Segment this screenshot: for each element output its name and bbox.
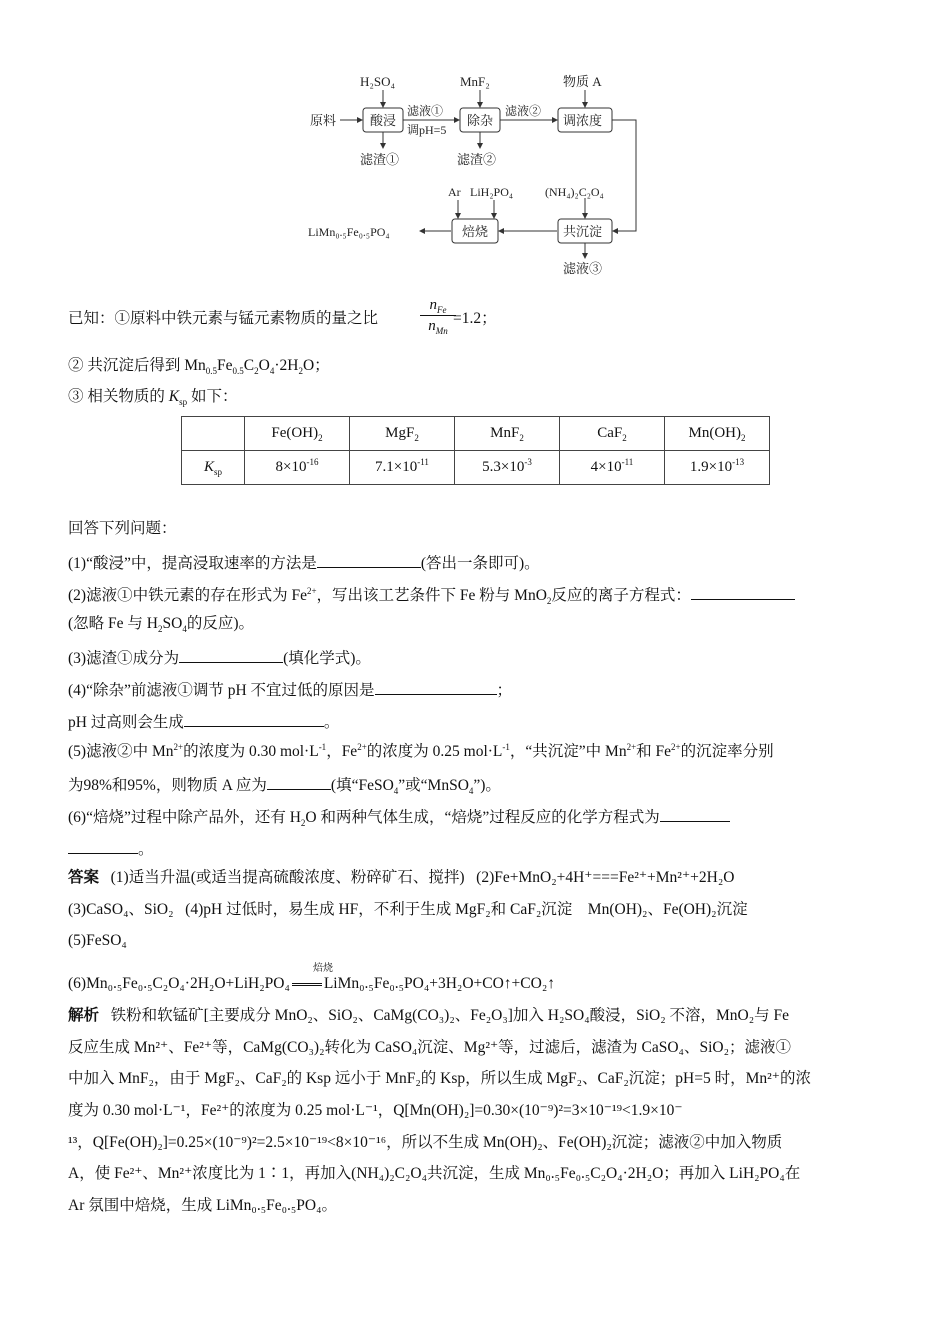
question-3: (3)滤渣①成分为 (填化学式)。: [68, 645, 371, 670]
ksp-header: $Mn(OH)_2$: [665, 417, 770, 451]
h2so4-label: H₂SO₄: [360, 74, 396, 89]
question-2: (2)滤液①中铁元素的存在形式为 $Fe^{2+}$，写出该工艺条件下 Fe 粉与 MnO$_2$反应的离子方程式：: [68, 582, 795, 607]
ksp-header: $Fe(OH)_2$: [245, 417, 350, 451]
known-1: 已知：①原料中铁元素与锰元素物质的量之比: [68, 310, 379, 327]
answer-line-3: (5)FeSO₄: [68, 932, 127, 949]
answer-blank[interactable]: [68, 836, 138, 854]
analysis-line-1: 解析 铁粉和软锰矿[主要成分 MnO₂、SiO₂、CaMg(CO₃)₂、Fe₂O₃]加入 H₂SO₄酸浸，SiO₂ 不溶，MnO₂与 Fe: [68, 1007, 790, 1024]
adjust-conc-label: 调浓度: [563, 113, 603, 128]
analysis-line-4: 度为 0.30 mol·L⁻¹，Fe²⁺的浓度为 0.25 mol·L⁻¹，Q[Mn(OH)₂]=0.30×(10⁻⁹)²=3×10⁻¹⁹<1.9×10⁻: [68, 1102, 683, 1119]
question-5-cont: 为98%和95%，则物质 A 应为 (填“FeSO$_4$”或“MnSO$_4$”)。: [68, 772, 501, 797]
known-1-tail: =1.2；: [453, 310, 497, 327]
question-2-cont: (忽略 Fe 与 $H_2SO_4$的反应)。: [68, 615, 254, 635]
question-1: (1)“酸浸”中，提高浸取速率的方法是 (答出一条即可)。: [68, 550, 540, 575]
analysis-line-5: ¹³，Q[Fe(OH)₂]=0.25×(10⁻⁹)²=2.5×10⁻¹⁹<8×10⁻¹⁶，所以不生成 Mn(OH)₂、Fe(OH)₂沉淀；滤液②中加入物质: [68, 1134, 783, 1151]
question-4: (4)“除杂”前滤液①调节 pH 不宜过低的原因是 ；: [68, 677, 512, 702]
answer-blank[interactable]: [660, 804, 730, 822]
question-6-cont: 。: [68, 836, 154, 861]
analysis-line-2: 反应生成 Mn²⁺、Fe²⁺等，CaMg(CO₃)₂转化为 CaSO₄沉淀、Mg²⁺等，过滤后，滤渣为 CaSO₄、SiO₂；滤液①: [68, 1039, 791, 1056]
coprecipitate-label: 共沉淀: [563, 224, 603, 239]
answer-line-2: (3)CaSO₄、SiO₂ (4)pH 过低时，易生成 HF，不利于生成 MgF₂和 CaF₂沉淀 Mn(OH)₂、Fe(OH)₂沉淀: [68, 901, 748, 918]
mnf2-label: MnF₂: [460, 74, 490, 89]
roast-condition: 焙烧: [313, 963, 333, 974]
ksp-table: [181, 416, 770, 485]
questions-intro: 回答下列问题：: [68, 520, 177, 537]
process-flow-diagram: [300, 68, 650, 283]
adjust-ph-label: 调pH=5: [407, 123, 447, 137]
ksp-cell: $4\times 10^{-11}$: [560, 451, 665, 485]
remove-impurity-label: 除杂: [467, 113, 494, 128]
question-6: (6)“焙烧”过程中除产品外，还有 $H_2O$ 和两种气体生成，“焙烧”过程反应的化学方程式为: [68, 804, 730, 829]
filtrate1-label: 滤液①: [407, 104, 444, 118]
substance-a-label: 物质 A: [563, 74, 602, 89]
answer-blank[interactable]: [267, 772, 331, 790]
ksp-cell: $8\times 10^{-16}$: [245, 451, 350, 485]
acid-leach-label: 酸浸: [370, 113, 397, 128]
answer-line-4: (6)Mn₀.₅Fe₀.₅C₂O₄·2H₂O+LiH₂PO₄ LiMn₀.₅Fe₀.₅PO₄+3H₂O+CO↑+CO₂↑: [68, 975, 555, 992]
analysis-line-6: A，使 Fe²⁺、Mn²⁺浓度比为 1∶1，再加入(NH₄)₂C₂O₄共沉淀，生成 Mn₀.₅Fe₀.₅C₂O₄·2H₂O；再加入 LiH₂PO₄在: [68, 1165, 801, 1182]
analysis-line-7: Ar 氛围中焙烧，生成 LiMn₀.₅Fe₀.₅PO₄。: [68, 1197, 337, 1214]
question-5: (5)滤液②中 $Mn^{2+}$的浓度为 0.30 $mol\cdot L^{-1}$，$Fe^{2+}$的浓度为 0.25 $mol\cdot L^{-1}$，“共沉淀”中 $Mn^{2+}$和 $Fe^{2+}$的沉淀率分别: [68, 741, 774, 760]
answer-line-1: 答案 (1)适当升温(或适当提高硫酸浓度、粉碎矿石、搅拌) (2)Fe+MnO₂+4H⁺===Fe²⁺+Mn²⁺+2H₂O: [68, 869, 735, 886]
roast-label: 焙烧: [462, 224, 489, 239]
answer-blank[interactable]: [184, 709, 324, 727]
analysis-line-3: 中加入 MnF₂，由于 MgF₂、CaF₂的 Ksp 远小于 MnF₂的 Ksp，所以生成 MgF₂、CaF₂沉淀；pH=5 时，Mn²⁺的浓: [68, 1070, 811, 1087]
filtrate2-label: 滤液②: [505, 104, 542, 118]
nh4-oxalate-label: (NH₄)₂C₂O₄: [545, 185, 604, 199]
answer-blank[interactable]: [375, 677, 497, 695]
ksp-row-label: $K_{sp}$: [182, 451, 245, 485]
ksp-cell: $5.3\times 10^{-3}$: [455, 451, 560, 485]
answer-blank[interactable]: [317, 550, 421, 568]
answer-blank[interactable]: [179, 645, 283, 663]
ksp-header: CaF$_2$: [560, 417, 665, 451]
ksp-header: MgF$_2$: [350, 417, 455, 451]
ksp-cell: $1.9\times 10^{-13}$: [665, 451, 770, 485]
question-4-cont: pH 过高则会生成 。: [68, 709, 339, 734]
product-label: LiMn₀.₅Fe₀.₅PO₄: [308, 225, 390, 239]
ksp-cell: $7.1\times 10^{-11}$: [350, 451, 455, 485]
raw-label: 原料: [310, 113, 337, 128]
ar-label: Ar: [448, 185, 461, 199]
known-2: ② 共沉淀后得到 $Mn_{0.5}Fe_{0.5}C_2O_4\cdot 2H_2O$；: [68, 357, 330, 377]
known-3: ③ 相关物质的 $K_{sp}$ 如下：: [68, 388, 238, 408]
ksp-header-empty: [182, 417, 245, 451]
ksp-header: MnF$_2$: [455, 417, 560, 451]
filtrate3-label: 滤液③: [563, 261, 603, 276]
residue2-label: 滤渣②: [457, 152, 497, 167]
answer-blank[interactable]: [691, 582, 795, 600]
lih2po4-label: LiH₂PO₄: [470, 185, 514, 199]
ratio-fraction: $n_{Fe}$ $n_{Mn}$: [420, 296, 456, 335]
residue1-label: 滤渣①: [360, 152, 400, 167]
